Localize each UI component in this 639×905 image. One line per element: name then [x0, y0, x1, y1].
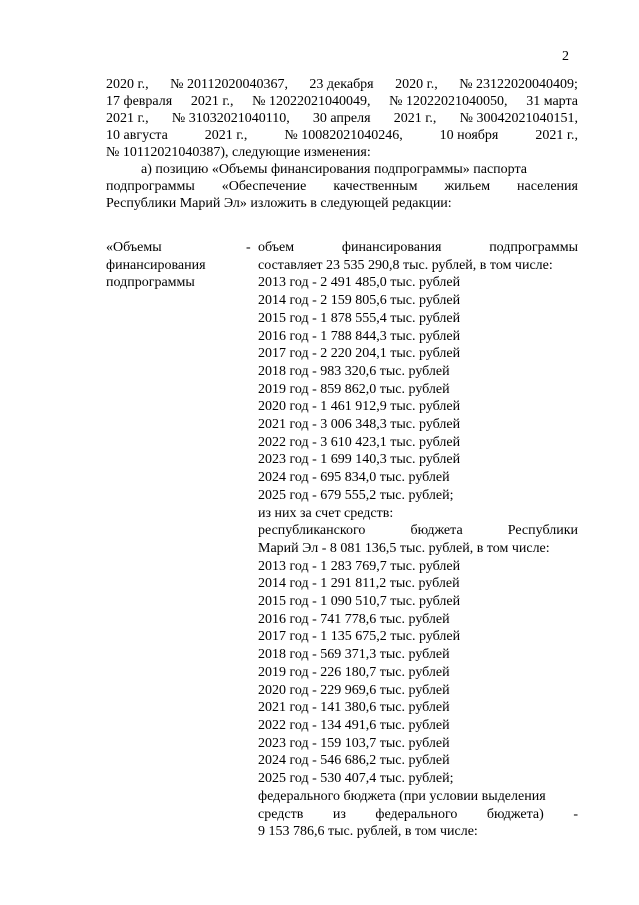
text-line	[258, 664, 578, 682]
text-word: 2013 год - 1 283 769,7 тыс. рублей	[258, 558, 461, 574]
text-word: подпрограммы	[489, 240, 578, 255]
text-line	[106, 76, 578, 93]
text-word: 2022 год - 3 610 423,1 тыс. рублей	[258, 434, 461, 450]
text-line	[106, 144, 578, 161]
text-word: 2021 г.,	[535, 128, 578, 143]
text-word: 2020 год - 229 969,6 тыс. рублей	[258, 682, 450, 698]
text-word: 2021 г.,	[393, 111, 437, 126]
text-word: 2025 год - 530 407,4 тыс. рублей;	[258, 771, 454, 787]
text-word: финансирования	[341, 240, 442, 255]
text-word: 2023 год - 1 699 140,3 тыс. рублей	[258, 452, 461, 468]
text-word: 2020 год - 1 461 912,9 тыс. рублей	[258, 399, 461, 415]
text-word: составляет 23 535 290,8 тыс. рублей, в том числе:	[258, 257, 553, 273]
text-line	[258, 292, 578, 310]
page-number: 2	[562, 49, 569, 64]
text-word: 2017 год - 2 220 204,1 тыс. рублей	[258, 346, 461, 362]
text-word: 2014 год - 1 291 811,2 тыс. рублей	[258, 576, 460, 592]
text-line	[258, 469, 578, 487]
text-word: -	[573, 806, 578, 822]
text-line	[258, 752, 578, 770]
position-value	[258, 239, 578, 841]
text-line	[258, 345, 578, 363]
text-word: 2015 год - 1 090 510,7 тыс. рублей	[258, 594, 461, 610]
text-line	[258, 699, 578, 717]
text-line	[258, 239, 578, 257]
text-word: 31 марта	[526, 94, 578, 109]
text-line	[258, 717, 578, 735]
text-word: 2022 год - 134 491,6 тыс. рублей	[258, 717, 450, 733]
text-word: качественным	[333, 179, 418, 194]
text-line	[258, 451, 578, 469]
text-line	[258, 611, 578, 629]
text-word: № 23122020040409;	[459, 77, 578, 92]
text-word: объем	[258, 240, 295, 255]
text-word: федерального	[375, 806, 458, 822]
text-word: 10 августа	[106, 128, 168, 143]
text-word: 2021 год - 3 006 348,3 тыс. рублей	[258, 417, 461, 433]
text-word: 2025 год - 679 555,2 тыс. рублей;	[258, 487, 454, 503]
text-line	[106, 161, 578, 178]
text-word: 2014 год - 2 159 805,6 тыс. рублей	[258, 293, 461, 309]
position-block	[106, 239, 578, 841]
text-word: № 12022021040050,	[389, 94, 508, 109]
text-line	[258, 646, 578, 664]
text-word: 9 153 786,6 тыс. рублей, в том числе:	[258, 824, 478, 840]
text-line	[106, 110, 578, 127]
text-word: из них за счет средств:	[258, 505, 394, 521]
text-word: № 12022021040049,	[252, 94, 371, 109]
text-word: Республики	[507, 523, 578, 539]
label-line: финансирования	[106, 257, 206, 273]
text-line	[258, 487, 578, 505]
text-word: 2015 год - 1 878 555,4 тыс. рублей	[258, 310, 461, 326]
text-word: 2018 год - 983 320,6 тыс. рублей	[258, 363, 450, 379]
text-line	[258, 628, 578, 646]
text-line	[258, 823, 578, 841]
text-line	[258, 505, 578, 523]
text-line	[258, 274, 578, 292]
text-line	[106, 178, 578, 195]
text-word: № 10082021040246,	[284, 128, 403, 143]
label-line: подпрограммы	[106, 275, 195, 291]
text-word: 2024 год - 546 686,2 тыс. рублей	[258, 753, 450, 769]
text-word: бюджета	[410, 523, 463, 539]
text-word: 2016 год - 1 788 844,3 тыс. рублей	[258, 328, 461, 344]
text-line	[106, 195, 578, 212]
text-word: бюджета)	[486, 806, 544, 822]
text-word: Республики Марий Эл» изложить в следующей редакции:	[106, 196, 452, 211]
text-line	[258, 788, 578, 806]
text-line	[106, 93, 578, 110]
text-line	[258, 257, 578, 275]
text-line	[258, 540, 578, 558]
label-line: «Объемы	[106, 240, 162, 255]
text-line	[258, 770, 578, 788]
text-line	[258, 328, 578, 346]
text-word: № 30042021040151,	[459, 111, 578, 126]
text-word: 2013 год - 2 491 485,0 тыс. рублей	[258, 275, 461, 291]
position-label	[106, 239, 246, 841]
text-word: 10 ноября	[439, 128, 499, 143]
text-line	[258, 593, 578, 611]
text-line	[258, 558, 578, 576]
text-line	[258, 416, 578, 434]
text-line	[258, 806, 578, 824]
text-word: 2016 год - 741 778,6 тыс. рублей	[258, 611, 450, 627]
text-word: № 10112021040387), следующие изменения:	[106, 145, 371, 160]
text-line	[258, 735, 578, 753]
text-line	[258, 434, 578, 452]
text-word: 2023 год - 159 103,7 тыс. рублей	[258, 735, 450, 751]
text-word: 2024 год - 695 834,0 тыс. рублей	[258, 470, 450, 486]
text-word: № 20112020040367,	[170, 77, 288, 92]
text-word: 2017 год - 1 135 675,2 тыс. рублей	[258, 629, 461, 645]
text-word: 2019 год - 226 180,7 тыс. рублей	[258, 664, 450, 680]
text-word: 2021 г.,	[190, 94, 234, 109]
text-line	[258, 363, 578, 381]
text-word: Марий Эл - 8 081 136,5 тыс. рублей, в том числе:	[258, 540, 550, 556]
text-word: № 31032021040110,	[171, 111, 290, 126]
text-word: а) позицию «Объемы финансирования подпрограммы» паспорта	[141, 162, 527, 177]
text-line	[258, 310, 578, 328]
text-word: 2018 год - 569 371,3 тыс. рублей	[258, 647, 450, 663]
text-line	[258, 522, 578, 540]
text-word: 2021 г.,	[204, 128, 248, 143]
intro-text	[106, 76, 578, 212]
text-word: 2021 год - 141 380,6 тыс. рублей	[258, 700, 450, 716]
text-word: из	[332, 806, 346, 822]
text-word: подпрограммы	[106, 179, 195, 194]
text-word: 17 февраля	[106, 94, 173, 109]
text-word: «Обеспечение	[221, 179, 307, 194]
text-word: 2020 г.,	[395, 77, 438, 92]
position-dash: -	[246, 240, 251, 255]
text-word: 2021 г.,	[106, 111, 149, 126]
text-word: 2020 г.,	[106, 77, 149, 92]
text-line	[106, 127, 578, 144]
text-word: республиканского	[258, 523, 366, 539]
text-word: 2019 год - 859 862,0 тыс. рублей	[258, 381, 450, 397]
text-line	[258, 575, 578, 593]
text-word: жильем	[444, 179, 491, 194]
text-line	[258, 682, 578, 700]
text-word: 23 декабря	[309, 77, 374, 92]
text-word: средств	[258, 806, 304, 822]
text-line	[258, 381, 578, 399]
text-word: населения	[517, 179, 578, 194]
text-word: федерального бюджета (при условии выделения	[258, 788, 546, 804]
text-word: 30 апреля	[312, 111, 371, 126]
text-line	[258, 398, 578, 416]
